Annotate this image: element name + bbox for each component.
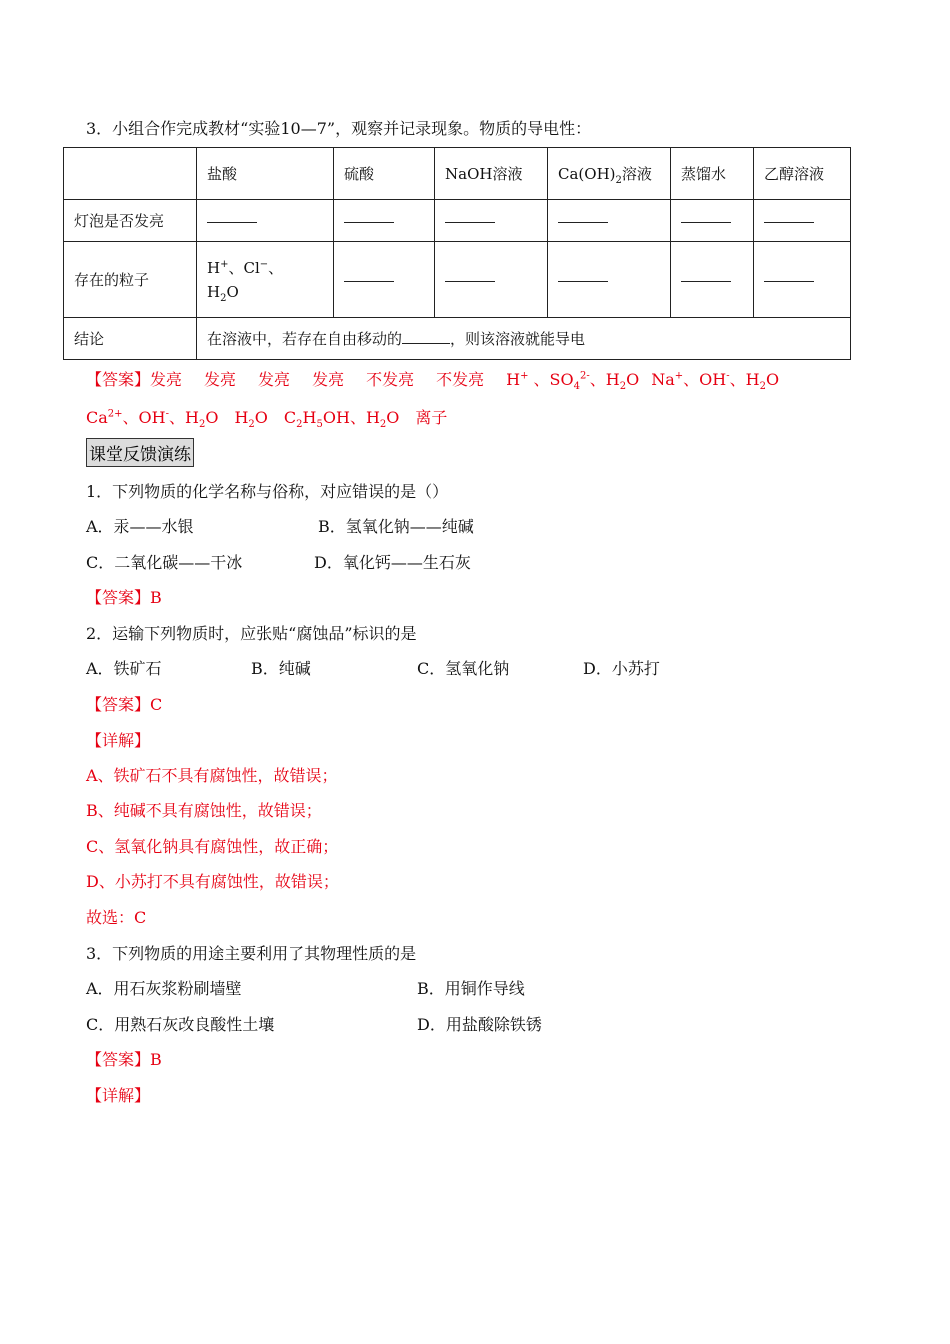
blank-cell: [334, 200, 435, 242]
hcl-particles: H+、Cl−、 $H_2O$: [197, 242, 334, 318]
q3-option-c: C．用熟石灰改良酸性土壤: [86, 1015, 275, 1034]
q1-stem: 1．下列物质的化学名称与俗称，对应错误的是（）: [86, 482, 449, 501]
table-header-row: [64, 148, 851, 200]
q2-detail-b: B、纯碱不具有腐蚀性，故错误；: [86, 801, 322, 820]
blank-cell: [754, 200, 851, 242]
table-row-conclusion: [64, 318, 851, 360]
blank-line: [445, 279, 495, 282]
blank-cell: [671, 200, 754, 242]
q2-detail-a: A、铁矿石不具有腐蚀性，故错误；: [86, 766, 338, 785]
blank-line: [402, 335, 450, 344]
blank-line: [681, 279, 731, 282]
blank-line: [344, 220, 394, 223]
q3-intro: 3．小组合作完成教材“实验10—7”，观察并记录现象。物质的导电性：: [86, 119, 592, 138]
conductivity-table: [63, 147, 851, 360]
blank-cell: [435, 242, 548, 318]
q2-option-b: B．纯碱: [251, 659, 311, 678]
q1-option-c: C．二氧化碳——干冰: [86, 553, 243, 572]
q1-answer: 【答案】B: [86, 588, 162, 607]
q1-option-b: B．氢氧化钠——纯碱: [318, 517, 474, 536]
table-row-particles: [64, 242, 851, 318]
section-title: 课堂反馈演练: [86, 438, 194, 467]
blank-cell: [197, 200, 334, 242]
q1-option-d: D．氧化钙——生石灰: [314, 553, 471, 572]
q2-option-c: C．氢氧化钠: [417, 659, 510, 678]
header-caoh2: $Ca(OH)_2$溶液: [548, 148, 671, 200]
q2-detail-tag: 【详解】: [86, 731, 151, 750]
blank-cell: [334, 242, 435, 318]
q3-stem: 3．下列物质的用途主要利用了其物理性质的是: [86, 944, 417, 963]
header-ethanol: 乙醇溶液: [754, 148, 851, 200]
answer-line-2: $Ca^{2+}$、OH-、$H_2O$ $H_2O$ $C_2H_5OH$、$H_2O$ 离子: [86, 408, 448, 431]
header-water: 蒸馏水: [671, 148, 754, 200]
header-hcl: 盐酸: [197, 148, 334, 200]
blank-cell: [671, 242, 754, 318]
blank-line: [764, 279, 814, 282]
q2-detail-d: D、小苏打不具有腐蚀性，故错误；: [86, 872, 339, 891]
table-row-bulb: [64, 200, 851, 242]
blank-line: [344, 279, 394, 282]
q2-option-a: A．铁矿石: [86, 659, 162, 678]
q3-option-a: A．用石灰浆粉刷墙壁: [86, 979, 242, 998]
q1-option-a: A．汞——水银: [86, 517, 194, 536]
q2-choose: 故选：C: [86, 908, 147, 927]
blank-line: [207, 220, 257, 223]
q3-answer: 【答案】B: [86, 1050, 162, 1069]
q2-answer: 【答案】C: [86, 695, 163, 714]
header-empty: [64, 148, 197, 200]
blank-line: [764, 220, 814, 223]
q2-stem: 2．运输下列物质时，应张贴“腐蚀品”标识的是: [86, 624, 417, 643]
q2-option-d: D．小苏打: [583, 659, 660, 678]
row-label-bulb: 灯泡是否发亮: [64, 200, 197, 242]
blank-cell: [548, 200, 671, 242]
blank-line: [558, 279, 608, 282]
blank-cell: [548, 242, 671, 318]
q3-option-d: D．用盐酸除铁锈: [417, 1015, 542, 1034]
blank-line: [681, 220, 731, 223]
conclusion-text: 在溶液中，若存在自由移动的 ，则该溶液就能导电: [197, 318, 851, 360]
row-label-particles: 存在的粒子: [64, 242, 197, 318]
blank-cell: [754, 242, 851, 318]
q3-detail-tag: 【详解】: [86, 1086, 151, 1105]
blank-line: [558, 220, 608, 223]
q3-option-b: B．用铜作导线: [417, 979, 525, 998]
header-naoh: NaOH溶液: [435, 148, 548, 200]
answer-line-1: 【答案】发亮 发亮 发亮 发亮 不发亮 不发亮 H+ 、$SO_4^{2-}$、$H_2O$ Na+、OH-、$H_2O$: [86, 370, 780, 393]
blank-line: [445, 220, 495, 223]
row-label-conclusion: 结论: [64, 318, 197, 360]
q2-detail-c: C、氢氧化钠具有腐蚀性，故正确；: [86, 837, 339, 856]
blank-cell: [435, 200, 548, 242]
header-h2so4: 硫酸: [334, 148, 435, 200]
